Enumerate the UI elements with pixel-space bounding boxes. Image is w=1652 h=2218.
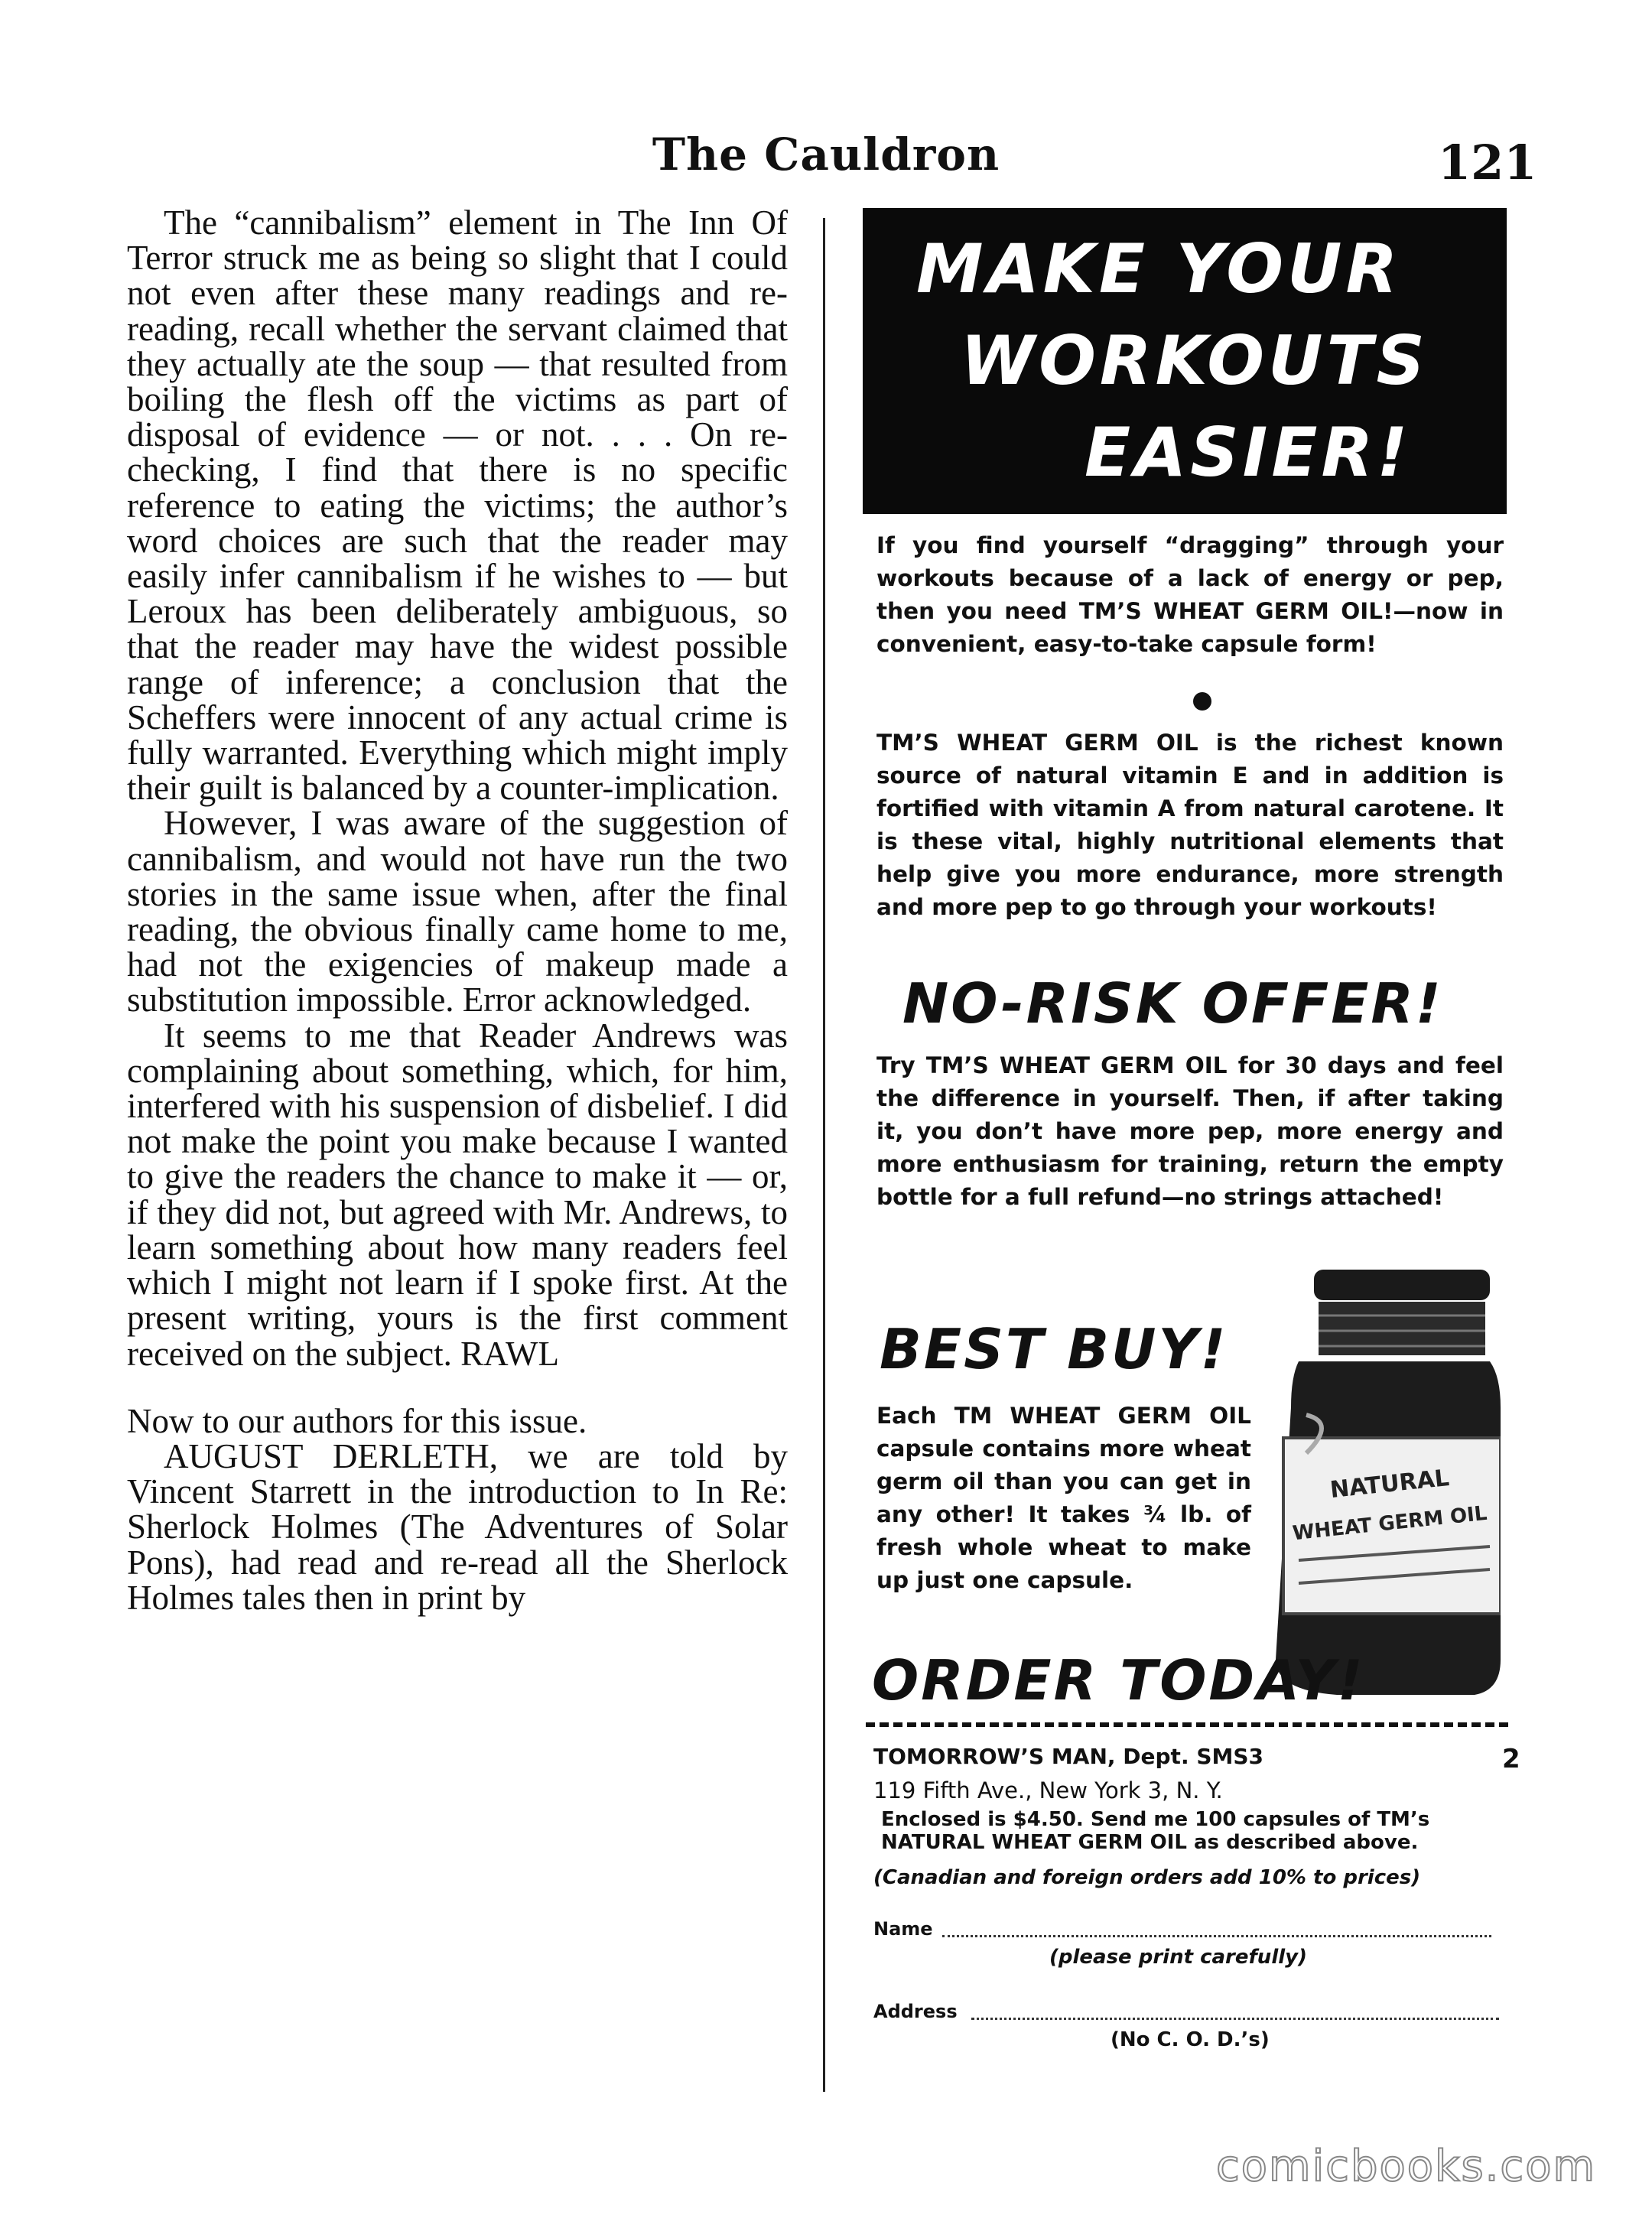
- no-risk-offer: [876, 1049, 1504, 1214]
- coupon-company: TOMORROW’S MAN, Dept. SMS3: [873, 1744, 1264, 1769]
- name-label: Name: [873, 1918, 933, 1940]
- column-paragraph: However, I was aware of the suggestion of cannibalism, and would not have run the two stories in the same issue when, after the final reading, the obvious finally came home to me, had not the exigencies of makeup made a substitution impossible. Error acknowledged.: [127, 804, 788, 1020]
- column-paragraph: AUGUST DERLETH, we are told by Vincent Starrett in the introduction to In Re: Sherlock Holmes (The Adventures of Solar Pons), had read and re-read all the Sherlock Holmes tales then in print by: [127, 1436, 788, 1617]
- coupon-address: 119 Fifth Ave., New York 3, N. Y.: [873, 1777, 1223, 1803]
- column-paragraph: It seems to me that Reader Andrews was complaining about something, which, for him, interfered with his suspension of disbelief. I did not make the point you make because I wanted to give the readers the chance to make it — or, if they did not, but agreed with Mr. Andrews, to learn something about how many readers feel which I might not learn if I spoke first. At the present writing, yours is the first comment received on the subject. RAWL: [127, 1016, 788, 1373]
- column-divider: [823, 218, 825, 2092]
- paragraph-gap: [127, 1371, 788, 1403]
- column-paragraph: Now to our authors for this issue.: [127, 1401, 587, 1440]
- cod-note: (No C. O. D.’s): [1111, 2028, 1270, 2051]
- ad-body: [876, 727, 1504, 924]
- wheat-germ-jar-image: [1245, 1262, 1501, 1701]
- banner-line: EASIER!: [1085, 413, 1412, 492]
- banner-line: MAKE YOUR: [916, 229, 1402, 308]
- banner-line: WORKOUTS: [961, 321, 1429, 400]
- order-today-heading: ORDER TODAY!: [872, 1648, 1365, 1712]
- jar-label-line: NATURAL: [1328, 1464, 1451, 1504]
- best-buy-heading: BEST BUY!: [880, 1317, 1228, 1381]
- ad-intro-text: If you find yourself “dragging” through your workouts because of a lack of energy or pep, then you need TM’S WHEAT GERM OIL!—now in convenient, easy-to-take capsule form!: [876, 532, 1504, 657]
- coupon-enclosed: Enclosed is $4.50. Send me 100 capsules of TM’s NATURAL WHEAT GERM OIL as described above.: [881, 1808, 1430, 1854]
- ad-banner: [863, 208, 1507, 514]
- letter-column: [127, 205, 788, 1615]
- address-label: Address: [873, 2001, 958, 2022]
- jar-label-line: WHEAT GERM OIL: [1291, 1501, 1488, 1546]
- ad-body-text: TM’S WHEAT GERM OIL is the richest known source of natural vitamin E and in addition is fortified with vitamin A from natural carotene. It is these vital, highly nutritional elements that help give you more endurance, more strength and more pep to go through your workouts!: [876, 730, 1504, 920]
- ad-intro: [876, 529, 1504, 661]
- column-paragraph: The “cannibalism” element in The Inn Of Terror struck me as being so slight that I could not even after these many readings and re-reading, recall whether the servant claimed that they actually ate the soup — that resulted from boiling the flesh off the victims as part of disposal of evidence — or not. . . . On re-checking, I find that there is no specific reference to eating the victims; the author’s word choices are such that the reader may easily infer cannibalism if he wishes to — but Leroux has been deliberately ambiguous, so that the reader may have the widest possible range of inference; a conclusion that the Scheffers were innocent of any actual crime is fully warranted. Everything which might imply their guilt is balanced by a counter-implication.: [127, 203, 788, 808]
- best-buy: [876, 1400, 1251, 1597]
- best-buy-text: Each TM WHEAT GERM OIL capsule contains more wheat germ oil than you can get in any other! It takes ¾ lb. of fresh whole wheat to make up just one capsule.: [876, 1403, 1251, 1593]
- running-title: The Cauldron: [652, 128, 1000, 180]
- page-number: 121: [1438, 135, 1537, 190]
- coupon-foreign-note: (Canadian and foreign orders add 10% to prices): [873, 1866, 1421, 1889]
- address-field[interactable]: [971, 2018, 1499, 2020]
- name-field[interactable]: [942, 1935, 1491, 1937]
- watermark: comicbooks.com: [1216, 2142, 1597, 2191]
- coupon-cut-line: [866, 1722, 1508, 1727]
- no-risk-text: Try TM’S WHEAT GERM OIL for 30 days and feel the difference in yourself. Then, if after taking it, you don’t have more pep, more energy and more enthusiasm for training, return the empty bottle for a full refund—no strings attached!: [876, 1052, 1504, 1210]
- name-hint: (please print carefully): [1049, 1946, 1307, 1969]
- coupon-code: 2: [1502, 1744, 1520, 1774]
- no-risk-heading: NO-RISK OFFER!: [902, 971, 1443, 1036]
- bullet-dot-icon: [1193, 692, 1211, 711]
